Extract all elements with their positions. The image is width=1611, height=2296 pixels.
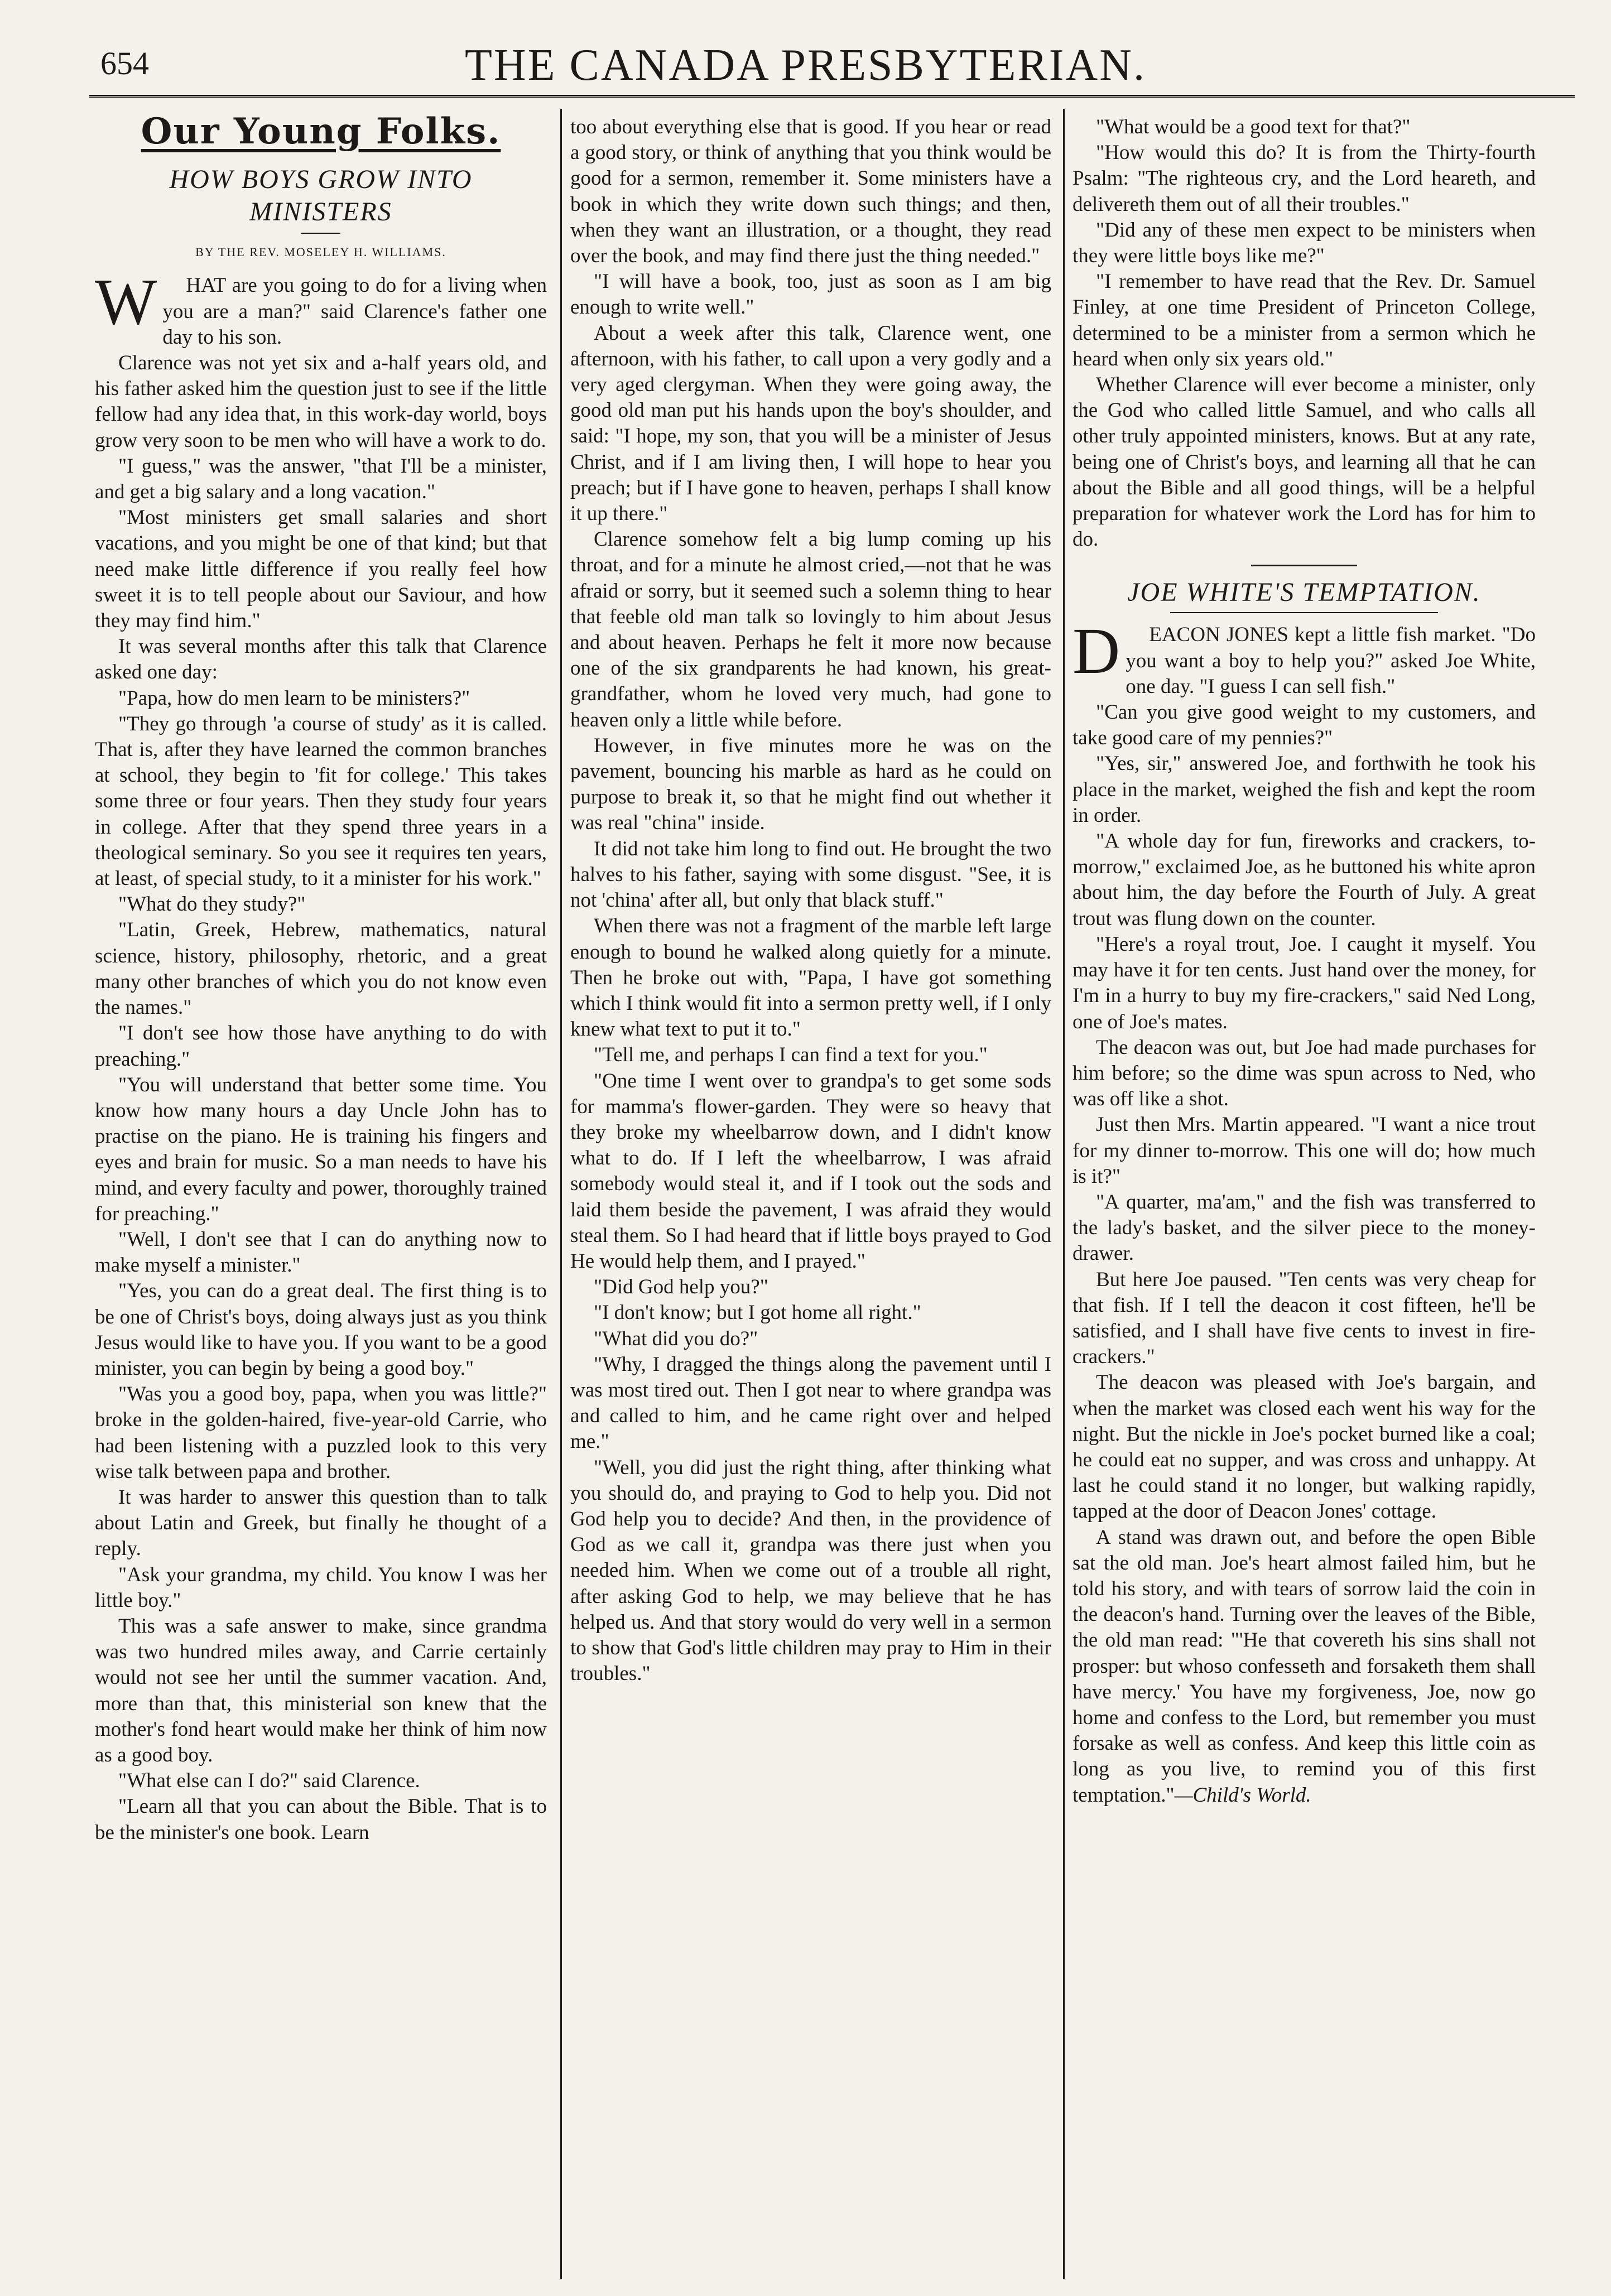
column-2 bbox=[570, 114, 1051, 2290]
paragraph: "Most ministers get small salaries and short vacations, and you might be one of that kind; but that need make little difference if you really feel how sweet it is to tell people about our Saviour, and how they may find him." bbox=[95, 506, 547, 633]
paragraph: "I remember to have read that the Rev. Dr. Samuel Finley, at one time President of Princeton College, determined to be a minister from a sermon which he heard when only six years old." bbox=[1073, 270, 1536, 370]
paragraph: "You will understand that better some time. You know how many hours a day Uncle John has to practise on the piano. He is training his fingers and eyes and brain for music. So a man needs to have his mind, and every faculty and power, thoroughly trained for preaching." bbox=[95, 1073, 547, 1225]
paragraph: Just then Mrs. Martin appeared. "I want a nice trout for my dinner to-morrow. This one will do; how much is it?" bbox=[1073, 1113, 1536, 1188]
paragraph: A stand was drawn out, and before the open Bible sat the old man. Joe's heart almost failed him, but he told his story, and with tears of sorrow laid the coin in the deacon's hand. Turning over the leaves of the Bible, the old man read: "'He that covereth his sins shall not prosper: but whoso confesseth and forsaketh them shall have mercy.' You have my forgiveness, Joe, now go home and confess to the Lord, but remember you must forsake as well as confess. And keep this little coin as long as you live, to remind you of this first temptation."—Child's World. bbox=[1073, 1525, 1536, 1807]
header-rule bbox=[89, 95, 1575, 100]
paragraph: "Yes, sir," answered Joe, and forthwith he took his place in the market, weighed the fish and kept the room in order. bbox=[1073, 752, 1536, 827]
paragraph: "Latin, Greek, Hebrew, mathematics, natural science, history, philosophy, rhetoric, and a great many other branches of which you do not know even the names." bbox=[95, 918, 547, 1019]
attribution: —Child's World. bbox=[1174, 1783, 1311, 1807]
paragraph: "Learn all that you can about the Bible. That is to be the minister's one book. Learn bbox=[95, 1795, 547, 1844]
paragraph: "Was you a good boy, papa, when you was little?" broke in the golden-haired, five-year-old Carrie, who had been listening with a puzzled look to this very wise talk between papa and brother. bbox=[95, 1383, 547, 1483]
paragraph: "Well, you did just the right thing, after thinking what you should do, and praying to God to help you. Did not God help you to decide? And then, in the providence of God as we call it, grandpa was there just when you needed him. When we come out of a trouble all right, after asking God to help, we may believe that he has helped us. And that story would do very well in a sermon to show that God's little children may pray to Him in their troubles." bbox=[570, 1456, 1051, 1686]
paragraph: "Papa, how do men learn to be ministers?" bbox=[118, 686, 470, 710]
paragraph: Whether Clarence will ever become a minister, only the God who called little Samuel, and who calls all other truly appointed ministers, knows. But at any rate, being one of Christ's boys, and learning all that he can about the Bible and all good things, will be a helpful preparation for whatever work the Lord has for him to do. bbox=[1073, 373, 1536, 551]
column-rule bbox=[560, 109, 562, 2279]
paragraph: "I guess," was the answer, "that I'll be a minister, and get a big salary and a long vacation." bbox=[95, 454, 547, 504]
paragraph: "What did you do?" bbox=[594, 1327, 758, 1350]
article-title: JOE WHITE'S TEMPTATION. bbox=[1127, 577, 1481, 608]
paragraph: "They go through 'a course of study' as it is called. That is, after they have learned the common branches at school, they begin to 'fit for college.' This takes some three or four years. Then they study four years in college. After that they spend three years in a theological seminary. So you see it requires ten years, at least, of special study, to it a minister for his work." bbox=[95, 712, 547, 891]
paragraph: The deacon was out, but Joe had made purchases for him before; so the dime was spun across to Ned, who was off like a shot. bbox=[1073, 1036, 1536, 1111]
paragraph: "Tell me, and perhaps I can find a text for you." bbox=[594, 1043, 988, 1067]
paragraph: "Well, I don't see that I can do anything now to make myself a minister." bbox=[95, 1228, 547, 1277]
paragraph: This was a safe answer to make, since grandma was two hundred miles away, and Carrie certainly would not see her until the summer vacation. And, more than that, this ministerial son knew that the mother's fond heart would make her think of him now as a good boy. bbox=[95, 1614, 547, 1766]
paragraph: "What would be a good text for that?" bbox=[1096, 115, 1411, 138]
paragraph: D EACON JONES kept a little fish market. "Do you want a boy to help you?" asked Joe White, one day. "I guess I can sell fish." bbox=[1073, 622, 1536, 700]
paragraph: "One time I went over to grandpa's to get some sods for mamma's flower-garden. They were so heavy that they broke my wheelbarrow down, and I didn't know what to do. If I left the wheelbarrow, I was afraid somebody would steal it, and if I took out the sods and laid them beside the pavement, I was afraid they would steal them. So I had heard that if little boys prayed to God He would help them, and I prayed." bbox=[570, 1069, 1051, 1273]
column-3 bbox=[1073, 114, 1536, 2290]
section-divider bbox=[1251, 565, 1357, 566]
paragraph: "Did God help you?" bbox=[594, 1275, 768, 1299]
paragraph: "What else can I do?" said Clarence. bbox=[118, 1769, 420, 1793]
paragraph: Clarence somehow felt a big lump coming up his throat, and for a minute he almost cried,—not that he was afraid or sorry, but it seemed such a solemn thing to hear that feeble old man talk so lovingly to him about Jesus and about heaven. Perhaps he felt it more now because one of the six grandparents he had known, his great-grandfather, whom he loved very much, had gone to heaven only a little while before. bbox=[570, 528, 1051, 731]
paragraph: "How would this do? It is from the Thirty-fourth Psalm: "The righteous cry, and the Lord heareth, and delivereth them out of all their troubles." bbox=[1073, 141, 1536, 216]
paragraph: It did not take him long to find out. He brought the two halves to his father, saying with some disgust. "See, it is not 'china' after all, but only that black stuff." bbox=[570, 837, 1051, 912]
paragraph: About a week after this talk, Clarence went, one afternoon, with his father, to call upon a very godly and a very aged clergyman. When they were going away, the good old man put his hands upon the boy's shoulder, and said: "I hope, my son, that you will be a minister of Jesus Christ, and if I am living then, I will hope to hear you preach; but if I have gone to heaven, perhaps I shall know it up there." bbox=[570, 321, 1051, 526]
section-title: Our Young Folks. bbox=[141, 114, 501, 152]
paragraph: "A quarter, ma'am," and the fish was transferred to the lady's basket, and the silver piece to the money-drawer. bbox=[1073, 1190, 1536, 1265]
paragraph: When there was not a fragment of the marble left large enough to bound he walked along quietly for a minute. Then he broke out with, "Papa, I have got something which I think would fit into a sermon pretty well, if I only knew what text to put it to." bbox=[570, 914, 1051, 1041]
page-number: 654 bbox=[100, 45, 149, 81]
paragraph: W HAT are you going to do for a living when you are a man?" said Clarence's father one day to his son. bbox=[95, 273, 547, 350]
paragraph: "Can you give good weight to my customers, and take good care of my pennies?" bbox=[1073, 701, 1536, 750]
paragraph: However, in five minutes more he was on the pavement, bouncing his marble as hard as he could on purpose to break it, so that he might find out whether it was real "china" inside. bbox=[570, 734, 1051, 835]
title-rule bbox=[1170, 612, 1438, 613]
paragraph: "Yes, you can do a great deal. The first thing is to be one of Christ's boys, doing always just as you think Jesus would like to have you. If you want to be a good minister, you can begin by being a good boy." bbox=[95, 1279, 547, 1380]
paragraph: "Ask your grandma, my child. You know I was her little boy." bbox=[95, 1563, 547, 1612]
paragraph: It was several months after this talk that Clarence asked one day: bbox=[95, 635, 547, 684]
drop-cap: W bbox=[95, 265, 157, 339]
paragraph: It was harder to answer this question than to talk about Latin and Greek, but finally he thought of a reply. bbox=[95, 1485, 547, 1561]
article-title: HOW BOYS GROW INTO MINISTERS bbox=[169, 165, 473, 227]
paragraph: too about everything else that is good. If you hear or read a good story, or think of anything that you think would be good for a sermon, remember it. Some ministers have a book in which they write down such things; and then, when they want an illustration, or a thought, they read over the book, and may find there just the thing needed." bbox=[570, 115, 1051, 268]
paragraph: "I will have a book, too, just as soon as I am big enough to write well." bbox=[570, 270, 1051, 319]
page-header bbox=[0, 22, 1611, 106]
paragraph: "I don't know; but I got home all right." bbox=[594, 1301, 921, 1325]
paragraph: "Here's a royal trout, Joe. I caught it myself. You may have it for ten cents. Just hand over the money, for I'm in a hurry to buy my fire-crackers," said Ned Long, one of Joe's mates. bbox=[1073, 932, 1536, 1033]
paragraph: Clarence was not yet six and a-half years old, and his father asked him the question just to see if the little fellow had any idea that, in this work-day world, boys grow very soon to be men who will have a work to do. bbox=[95, 352, 547, 452]
paragraph: "Why, I dragged the things along the pavement until I was most tired out. Then I got near to where grandpa was and called to him, and he came right over and helped me." bbox=[570, 1352, 1051, 1453]
masthead: THE CANADA PRESBYTERIAN. bbox=[465, 41, 1146, 90]
paragraph: "I don't see how those have anything to do with preaching." bbox=[95, 1022, 547, 1071]
column-1 bbox=[95, 114, 547, 2290]
drop-cap: D bbox=[1073, 614, 1121, 688]
byline: BY THE REV. MOSELEY H. WILLIAMS. bbox=[95, 233, 547, 265]
paragraph: But here Joe paused. "Ten cents was very cheap for that fish. If I tell the deacon it cost fifteen, he'll be satisfied, and I shall have five cents to invest in fire-crackers." bbox=[1073, 1268, 1536, 1369]
paragraph: "Did any of these men expect to be ministers when they were little boys like me?" bbox=[1073, 218, 1536, 268]
paragraph: "What do they study?" bbox=[118, 893, 306, 916]
paragraph: The deacon was pleased with Joe's bargain, and when the market was closed each went his way for the night. But the nickle in Joe's pocket burned like a coal; he could eat no supper, and was cross and unhappy. At last he could stand it no longer, but walking rapidly, tapped at the door of Deacon Jones' cottage. bbox=[1073, 1371, 1536, 1523]
paragraph: "A whole day for fun, fireworks and crackers, to-morrow," exclaimed Joe, as he buttoned his white apron about him, the day before the Fourth of July. A great trout was flung down on the counter. bbox=[1073, 830, 1536, 930]
column-rule bbox=[1063, 109, 1065, 2279]
